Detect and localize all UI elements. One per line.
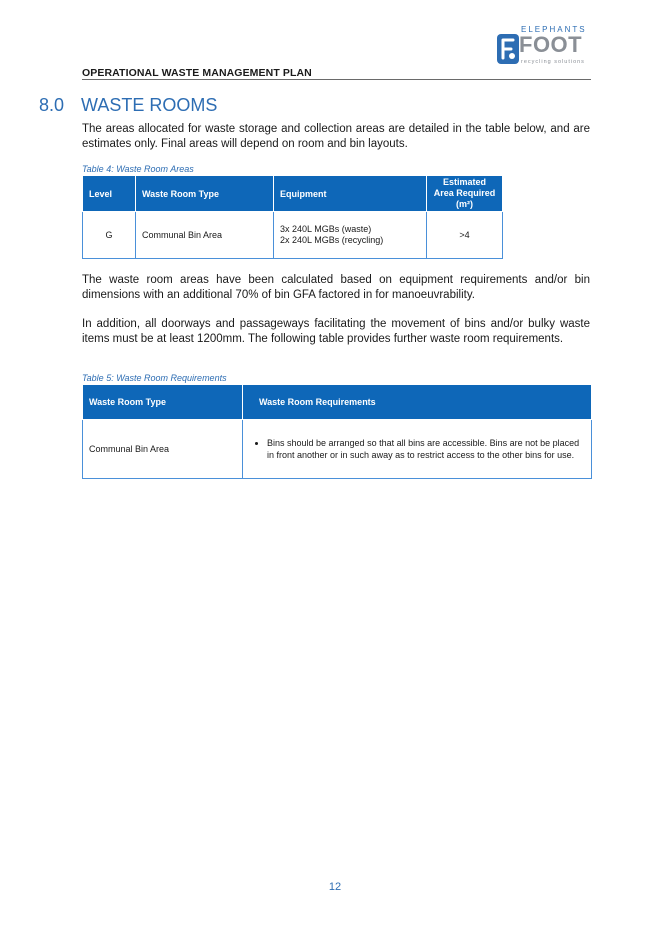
table-row bbox=[83, 420, 592, 479]
table5-cell-type: Communal Bin Area bbox=[83, 420, 243, 479]
calculation-paragraph: The waste room areas have been calculated based on equipment requirements and/or bin dimensions with an additional 70% of bin GFA factored in for manoeuvrability. bbox=[82, 274, 590, 301]
section-number: 8.0 bbox=[39, 95, 65, 115]
table4-cell-level: G bbox=[83, 212, 136, 259]
table4-header-equipment: Equipment bbox=[274, 176, 427, 212]
requirements-paragraph: In addition, all doorways and passageways facilitating the movement of bins and/or bulky waste items must be at least 1200mm. The following table provides further waste room requirements. bbox=[82, 318, 590, 345]
equipment-line2: 2x 240L MGBs (recycling) bbox=[280, 235, 384, 245]
logo-tagline: recycling solutions bbox=[521, 59, 585, 65]
company-logo bbox=[497, 24, 591, 68]
section-title: WASTE ROOMS bbox=[81, 95, 218, 115]
equipment-line1: 3x 240L MGBs (waste) bbox=[280, 224, 372, 234]
list-item: • Bins should be arranged so that all bins are accessible. Bins are not be placed in front another or in such away as to restrict access to the other bins for use. bbox=[267, 437, 585, 461]
table4-header-area bbox=[427, 176, 503, 212]
table5-caption: Table 5: Waste Room Requirements bbox=[82, 373, 227, 383]
page-number: 12 bbox=[328, 881, 342, 893]
header-divider bbox=[82, 79, 591, 80]
area-header-unit: (m²) bbox=[456, 199, 473, 209]
logo-main-text: FOOT bbox=[519, 32, 583, 57]
table4-cell-area: >4 bbox=[427, 212, 503, 259]
document-title: OPERATIONAL WASTE MANAGEMENT PLAN bbox=[82, 67, 312, 79]
logo-top-text: ELEPHANTS bbox=[521, 25, 587, 34]
requirements-list bbox=[249, 437, 585, 461]
area-header-line1: Estimated bbox=[442, 177, 486, 187]
table5-header-row bbox=[83, 385, 592, 420]
table4-header-level: Level bbox=[83, 176, 136, 212]
section-heading bbox=[39, 95, 217, 116]
table4-cell-equipment bbox=[274, 212, 427, 259]
waste-room-requirements-table bbox=[82, 384, 592, 479]
waste-room-areas-table bbox=[82, 175, 503, 259]
table4-header-row bbox=[83, 176, 503, 212]
table5-header-requirements: Waste Room Requirements bbox=[243, 385, 592, 420]
elephants-foot-logo-icon bbox=[497, 34, 519, 64]
area-header-line2: Area Required bbox=[433, 188, 496, 198]
table5-header-type: Waste Room Type bbox=[83, 385, 243, 420]
table4-caption: Table 4: Waste Room Areas bbox=[82, 164, 194, 174]
table4-header-type: Waste Room Type bbox=[136, 176, 274, 212]
table4-cell-type: Communal Bin Area bbox=[136, 212, 274, 259]
intro-paragraph: The areas allocated for waste storage and collection areas are detailed in the table below, and are estimates only. Final areas will depend on room and bin layouts. bbox=[82, 123, 590, 150]
table-row bbox=[83, 212, 503, 259]
table5-cell-requirements bbox=[243, 420, 592, 479]
